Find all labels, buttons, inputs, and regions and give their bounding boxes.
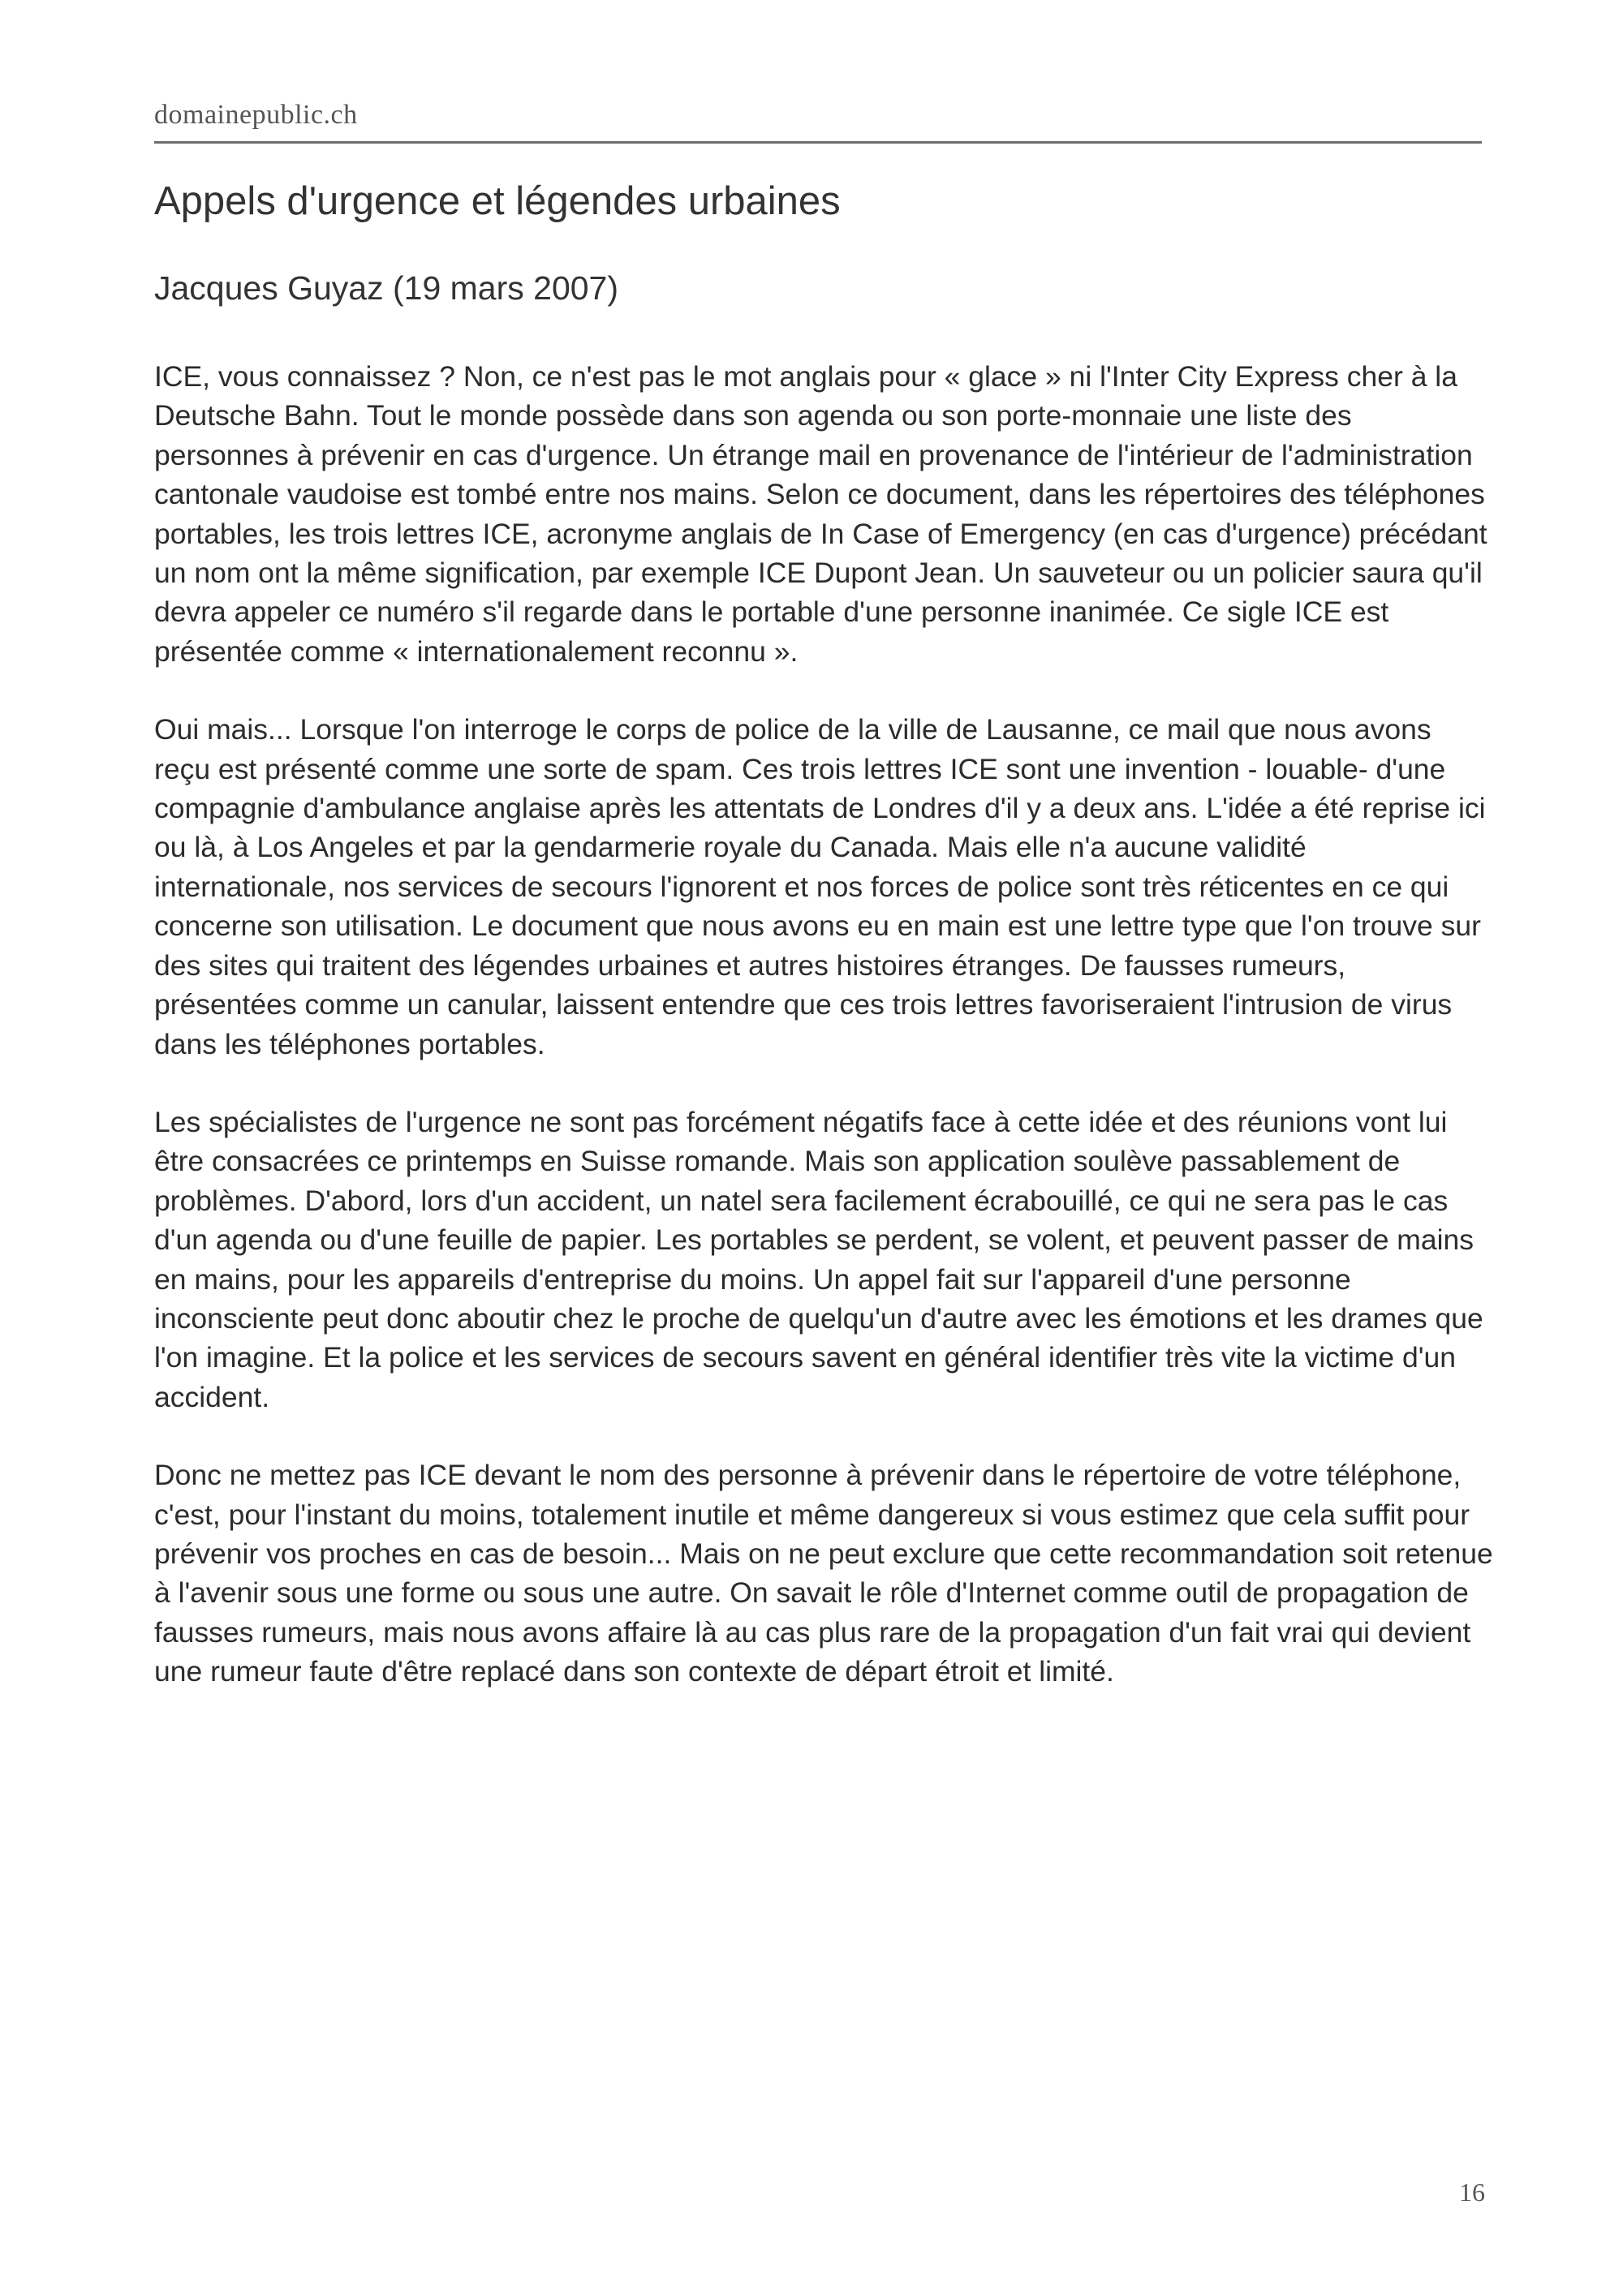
article-paragraph: Donc ne mettez pas ICE devant le nom des personne à prévenir dans le répertoire de votre téléphone, c'est, pour l'instant du moins, totalement inutile et même dangereux si vous estimez que cela suffit pour prévenir vos proches en cas de besoin... Mais on ne peut exclure que cette recommandation soit retenue à l'avenir sous une forme ou sous une autre. On savait le rôle d'Internet comme outil de propagation de fausses rumeurs, mais nous avons affaire là au cas plus rare de la propagation d'un fait vrai qui devient une rumeur faute d'être replacé dans son contexte de départ étroit et limité. (154, 1459, 1493, 1688)
article-body (154, 357, 1493, 1731)
page-number: 16 (1459, 2178, 1485, 2207)
article-paragraph: ICE, vous connaissez ? Non, ce n'est pas le mot anglais pour « glace » ni l'Inter City Express cher à la Deutsche Bahn. Tout le monde possède dans son agenda ou son porte-monnaie une liste des personnes à prévenir en cas d'urgence. Un étrange mail en provenance de l'intérieur de l'administration cantonale vaudoise est tombé entre nos mains. Selon ce document, dans les répertoires des téléphones portables, les trois lettres ICE, acronyme anglais de In Case of Emergency (en cas d'urgence) précédant un nom ont la même signification, par exemple ICE Dupont Jean. Un sauveteur ou un policier saura qu'il devra appeler ce numéro s'il regarde dans le portable d'une personne inanimée. Ce sigle ICE est présentée comme « internationalement reconnu ». (154, 360, 1487, 668)
article-paragraph: Les spécialistes de l'urgence ne sont pas forcément négatifs face à cette idée et des réunions vont lui être consacrées ce printemps en Suisse romande. Mais son application soulève passablement de problèmes. D'abord, lors d'un accident, un natel sera facilement écrabouillé, ce qui ne sera pas le cas d'un agenda ou d'une feuille de papier. Les portables se perdent, se volent, et peuvent passer de mains en mains, pour les appareils d'entreprise du moins. Un appel fait sur l'appareil d'une personne inconsciente peut donc aboutir chez le proche de quelqu'un d'autre avec les émotions et les drames que l'on imagine. Et la police et les services de secours savent en général identifier très vite la victime d'un accident. (154, 1105, 1483, 1413)
article-paragraph: Oui mais... Lorsque l'on interroge le corps de police de la ville de Lausanne, ce mail que nous avons reçu est présenté comme une sorte de spam. Ces trois lettres ICE sont une invention - louable- d'une compagnie d'ambulance anglaise après les attentats de Londres d'il y a deux ans. L'idée a été reprise ici ou là, à Los Angeles et par la gendarmerie royale du Canada. Mais elle n'a aucune validité internationale, nos services de secours l'ignorent et nos forces de police sont très réticentes en ce qui concerne son utilisation. Le document que nous avons eu en main est une lettre type que l'on trouve sur des sites qui traitent des légendes urbaines et autres histoires étranges. De fausses rumeurs, présentées comme un canular, laissent entendre que ces trois lettres favoriseraient l'intrusion de virus dans les téléphones portables. (154, 713, 1486, 1060)
article-title: Appels d'urgence et légendes urbaines (154, 179, 841, 223)
article-byline: Jacques Guyaz (19 mars 2007) (154, 269, 618, 307)
site-name: domainepublic.ch (154, 100, 358, 130)
page-header (154, 96, 1482, 144)
